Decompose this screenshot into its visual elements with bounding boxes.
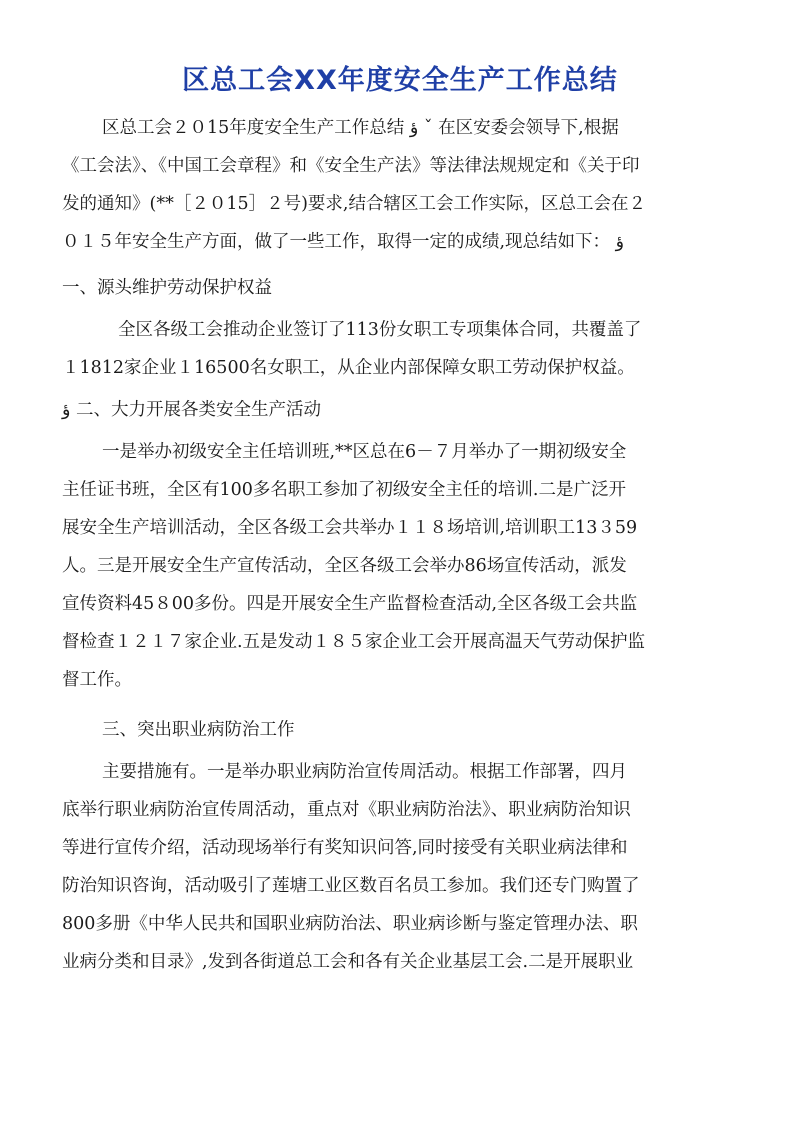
paragraph-line: １1812家企业１16500名女职工，从企业内部保障女职工劳动保护权益。 <box>62 358 635 378</box>
paragraph-line: 人。三是开展安全生产宣传活动，全区各级工会举办86场宣传活动，派发 <box>62 556 627 576</box>
paragraph-line: 督检查１２１７家企业.五是发动１８５家企业工会开展高温天气劳动保护监 <box>62 632 646 652</box>
paragraph-line: 《工会法》、《中国工会章程》和《安全生产法》等法律法规规定和《关于印 <box>62 156 640 176</box>
paragraph-line: 800多册《中华人民共和国职业病防治法、职业病诊断与鉴定管理办法、职 <box>62 914 638 934</box>
paragraph-line: 业病分类和目录》,发到各街道总工会和各有关企业基层工会.二是开展职业 <box>62 952 634 972</box>
paragraph-line: 主任证书班，全区有100多名职工参加了初级安全主任的培训.二是广泛开 <box>62 480 626 500</box>
section-heading: 三、突出职业病防治工作 <box>102 720 295 740</box>
section-heading: 一、源头维护劳动保护权益 <box>62 278 272 298</box>
paragraph-line: 督工作。 <box>62 670 132 690</box>
paragraph-line: 等进行宣传介绍，活动现场举行有奖知识问答,同时接受有关职业病法律和 <box>62 838 628 858</box>
paragraph-line: 展安全生产培训活动，全区各级工会共举办１１８场培训,培训职工13３59 <box>62 518 638 538</box>
paragraph-line: 主要措施有。一是举办职业病防治宣传周活动。根据工作部署，四月 <box>102 762 627 782</box>
paragraph-line: 一是举办初级安全主任培训班,**区总在6－７月举办了一期初级安全 <box>102 442 627 462</box>
paragraph-line: 全区各级工会推动企业签订了113份女职工专项集体合同，共覆盖了 <box>118 320 642 340</box>
paragraph-line: 底举行职业病防治宣传周活动，重点对《职业病防治法》、职业病防治知识 <box>62 800 631 820</box>
paragraph-line: 防治知识咨询，活动吸引了莲塘工业区数百名员工参加。我们还专门购置了 <box>62 876 640 896</box>
paragraph-line: ０１５年安全生产方面，做了一些工作，取得一定的成绩,现总结如下： ؤ <box>62 232 625 252</box>
section-heading: ؤ 二、大力开展各类安全生产活动 <box>62 400 322 420</box>
paragraph-line: 区总工会２０15年度安全生产工作总结 ؤ ˇ 在区安委会领导下,根据 <box>102 118 619 138</box>
paragraph-line: 宣传资料45８00多份。四是开展安全生产监督检查活动,全区各级工会共监 <box>62 594 638 614</box>
paragraph-line: 发的通知》(**［２０15］２号)要求,结合辖区工会工作实际，区总工会在２ <box>62 194 646 214</box>
document-title: 区总工会XX年度安全生产工作总结 <box>182 65 618 96</box>
